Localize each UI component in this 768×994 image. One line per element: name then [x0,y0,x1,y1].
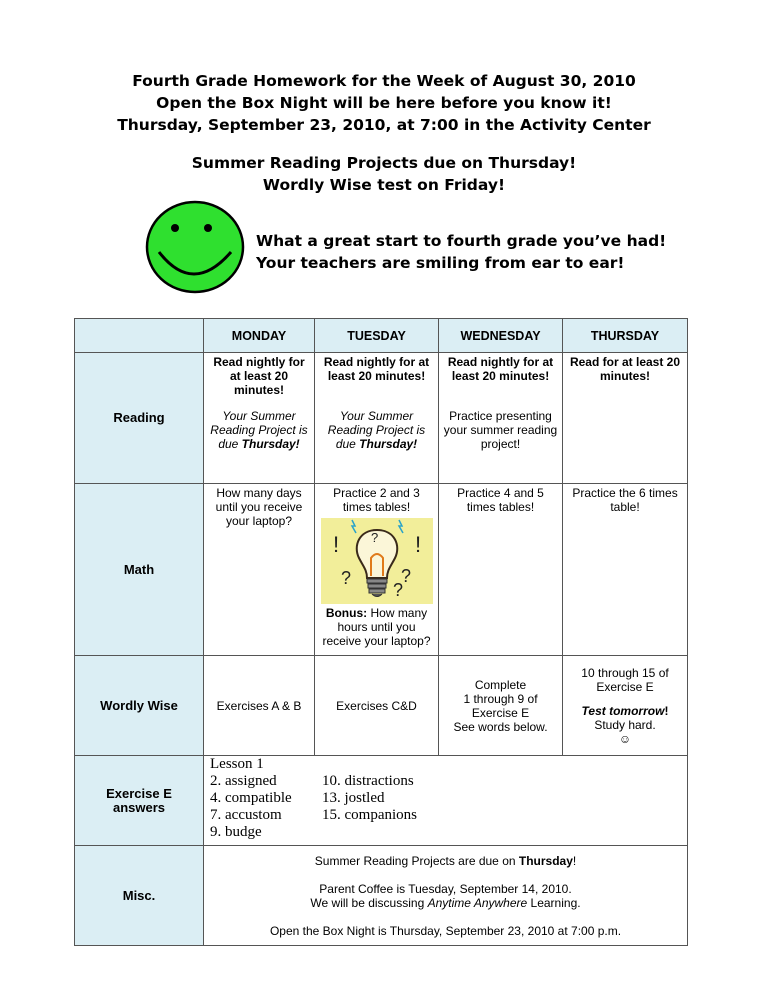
day-wednesday: WEDNESDAY [439,319,563,353]
wordly-wise-tuesday: Exercises C&D [315,656,439,756]
reading-thursday-task: Read for at least 20 minutes! [569,355,681,383]
lesson-label: Lesson 1 [210,756,264,772]
reading-monday [204,353,315,484]
misc-row [75,846,688,946]
wordly-wise-monday: Exercises A & B [204,656,315,756]
header-line-4: Summer Reading Projects due on Thursday! [191,154,577,172]
reading-wednesday [439,353,563,484]
misc-line-4: Open the Box Night is Thursday, September 23, 2010 at 7:00 p.m. [269,924,622,938]
smiley-face-icon [145,200,245,295]
smile-icon: ☺ [618,731,632,746]
day-tuesday: TUESDAY [315,319,439,353]
lightbulb-icon [321,518,433,604]
math-tuesday-task: Practice 2 and 3 times tables! [333,486,420,514]
header-title: Fourth Grade Homework for the Week of August 30, 2010 [132,72,636,90]
reading-thursday [563,353,688,484]
svg-text:!: ! [414,532,421,557]
row-label-wordly-wise: Wordly Wise [75,656,204,756]
header-line-5: Wordly Wise test on Friday! [262,176,506,194]
days-row [75,319,688,353]
math-tuesday [315,484,439,656]
reading-tuesday [315,353,439,484]
row-label-misc: Misc. [75,846,204,946]
row-label-math: Math [75,484,204,656]
test-tomorrow-note: Test tomorrow! [581,703,669,718]
day-monday: MONDAY [204,319,315,353]
reading-tuesday-task: Read nightly for at least 20 minutes! [323,355,430,383]
reading-monday-note: Your Summer Reading Project is due Thursday! [210,409,308,451]
reading-wednesday-note: Practice presenting your summer reading project! [443,409,558,451]
day-thursday: THURSDAY [563,319,688,353]
svg-text:?: ? [392,580,403,600]
math-row [75,484,688,656]
misc-line-1: Summer Reading Projects are due on Thursday! [314,854,577,868]
svg-text:?: ? [340,568,351,588]
svg-text:?: ? [370,530,378,545]
wordly-wise-thursday: 10 through 15 of Exercise E Test tomorrow! Study hard. ☺ [563,656,688,756]
reading-tuesday-note: Your Summer Reading Project is due Thursday! [327,409,426,451]
reading-row [75,353,688,484]
math-tuesday-bonus: Bonus: How many hours until you receive your laptop? [322,606,431,648]
greeting-line-2: Your teachers are smiling from ear to ear! [256,254,625,272]
math-monday: How many days until you receive your laptop? [204,484,315,656]
misc-notes [204,846,688,946]
header-line-3: Thursday, September 23, 2010, at 7:00 in the Activity Center [117,116,651,134]
svg-text:!: ! [332,532,339,557]
reading-wednesday-task: Read nightly for at least 20 minutes! [447,355,554,383]
math-wednesday: Practice 4 and 5 times tables! [439,484,563,656]
svg-text:?: ? [400,566,411,586]
math-thursday: Practice the 6 times table! [563,484,688,656]
reading-monday-task: Read nightly for at least 20 minutes! [213,355,305,397]
row-label-exercise-e: Exercise E answers [75,756,204,846]
wordly-wise-row [75,656,688,756]
misc-line-3: We will be discussing Anytime Anywhere Learning. [310,896,581,910]
exercise-e-answers: Lesson 1 2. assigned 10. distractions 4. compatible 13. jostled 7. accustom 15. companions 9. budge [204,756,688,846]
header-line-2: Open the Box Night will be here before you know it! [156,94,612,112]
corner-cell [75,319,204,353]
exercise-e-row [75,756,688,846]
homework-table [74,318,688,946]
greeting-line-1: What a great start to fourth grade you’ve had! [256,232,667,250]
wordly-wise-wednesday: Complete 1 through 9 of Exercise E See words below. [439,656,563,756]
row-label-reading: Reading [75,353,204,484]
page-subheader [0,152,768,196]
greeting [256,230,666,274]
page-header [0,70,768,136]
misc-line-2: Parent Coffee is Tuesday, September 14, 2010. [319,882,572,896]
